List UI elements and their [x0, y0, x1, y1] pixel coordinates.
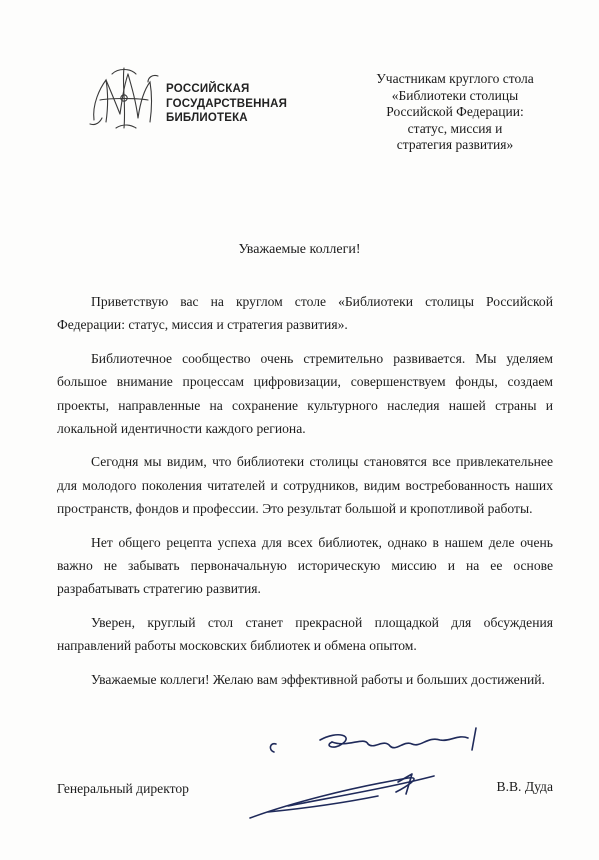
addressee-line: Российской Федерации:	[386, 104, 524, 119]
body-paragraph: Сегодня мы видим, что библиотеки столицы становятся все привлекательнее для молодого поколения читателей и сотрудников, видим востребованность наших пространств, фондов и профессии. Это результат большой и кропотливой работы.	[57, 454, 553, 517]
organization-name-line: БИБЛИОТЕКА	[166, 112, 248, 124]
salutation: Уважаемые коллеги!	[238, 242, 361, 257]
signer-name: В.В. Дуда	[496, 779, 553, 794]
letter-body	[57, 290, 553, 701]
organization-name	[166, 82, 287, 126]
body-paragraph: Библиотечное сообщество очень стремительно развивается. Мы уделяем большое внимание процессам цифровизации, совершенствуем фонды, создаем проекты, направленные на сохранение культурного наследия нашей страны и локальной идентичности каждого региона.	[57, 350, 553, 437]
addressee-line: стратегия развития»	[396, 137, 514, 152]
addressee-line: статус, миссия и	[407, 120, 503, 136]
body-paragraph: Нет общего рецепта успеха для всех библиотек, однако в нашем деле очень важно не забывать первоначальную историческую миссию и на ее основе разрабатывать стратегию развития.	[57, 534, 553, 597]
rgb-monogram-icon	[86, 64, 162, 132]
body-paragraph: Уважаемые коллеги! Желаю вам эффективной работы и больших достижений.	[91, 671, 545, 687]
organization-name-line: РОССИЙСКАЯ	[166, 83, 250, 95]
addressee-line: Участникам круглого стола	[376, 71, 534, 86]
position-title: Генеральный директор	[57, 781, 189, 796]
addressee-line: «Библиотеки столицы	[391, 87, 519, 103]
organization-name-line: ГОСУДАРСТВЕННАЯ	[166, 97, 288, 110]
body-paragraph: Уверен, круглый стол станет прекрасной площадкой для обсуждения направлений работы московских библиотек и обмена опытом.	[57, 614, 553, 654]
handwritten-signature-icon	[228, 722, 518, 832]
body-paragraph: Приветствую вас на круглом столе «Библиотеки столицы Российской Федерации: статус, миссия и стратегия развития».	[57, 294, 553, 333]
addressee-block	[340, 71, 570, 154]
